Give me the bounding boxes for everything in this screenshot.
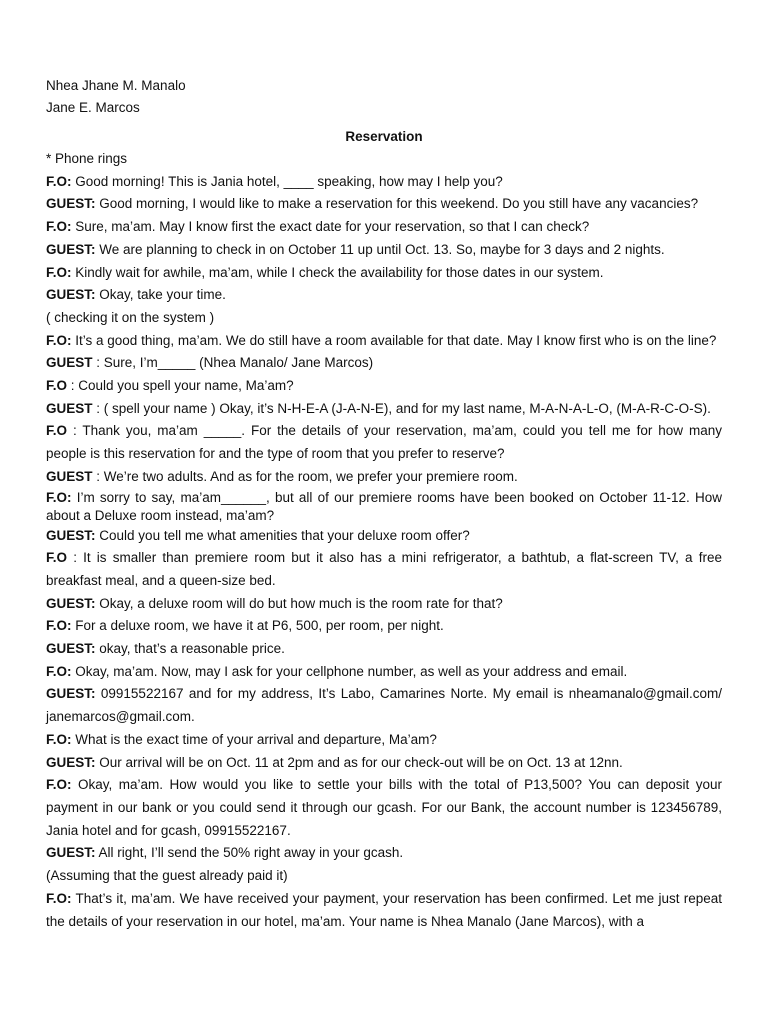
speaker-label: GUEST bbox=[46, 400, 93, 416]
line-text: We are planning to check in on October 11 up until Oct. 13. So, maybe for 3 days and 2 nights. bbox=[99, 241, 665, 257]
author-name: Jane E. Marcos bbox=[46, 100, 140, 115]
speaker-label: GUEST: bbox=[46, 595, 96, 611]
line-text: : We’re two adults. And as for the room, we prefer your premiere room. bbox=[96, 468, 518, 484]
speaker-label: F.O: bbox=[46, 663, 72, 679]
dialogue-line bbox=[46, 752, 722, 775]
dialogue-line bbox=[46, 661, 722, 684]
line-text: Kindly wait for awhile, ma’am, while I check the availability for those dates in our system. bbox=[75, 264, 604, 280]
dialogue-line bbox=[46, 466, 722, 489]
dialogue-line bbox=[46, 865, 722, 888]
dialogue-line bbox=[46, 615, 722, 638]
speaker-label: GUEST: bbox=[46, 754, 96, 770]
line-text: That’s it, ma’am. We have received your payment, your reservation has been confirmed. Let me just repeat the details of your reservation in our hotel, ma’am. Your name is Nhea Manalo (Jane Marcos), with a bbox=[46, 890, 723, 929]
line-text: Good morning, I would like to make a reservation for this weekend. Do you still have any vacancies? bbox=[99, 196, 699, 212]
speaker-label: F.O: bbox=[46, 489, 72, 505]
dialogue-line bbox=[46, 729, 722, 752]
line-text: What is the exact time of your arrival and departure, Ma’am? bbox=[75, 731, 437, 747]
speaker-label: F.O: bbox=[46, 731, 72, 747]
speaker-label: GUEST: bbox=[46, 196, 96, 212]
speaker-label: F.O: bbox=[46, 332, 72, 348]
line-text: : It is smaller than premiere room but it also has a mini refrigerator, a bathtub, a flat-screen TV, a free breakfast meal, and a queen-size bed. bbox=[46, 550, 722, 588]
speaker-label: F.O: bbox=[46, 264, 72, 280]
speaker-label: F.O bbox=[46, 378, 68, 394]
dialogue-line bbox=[46, 398, 722, 421]
dialogue-line bbox=[46, 593, 722, 616]
line-text: Okay, take your time. bbox=[99, 287, 226, 303]
line-text: (Assuming that the guest already paid it) bbox=[46, 868, 288, 884]
line-text: It’s a good thing, ma’am. We do still have a room available for that date. May I know first who is on the line? bbox=[75, 332, 717, 348]
dialogue-line bbox=[46, 888, 722, 933]
line-text: * Phone rings bbox=[46, 151, 128, 166]
document-title: Reservation bbox=[345, 129, 423, 144]
line-text: : ( spell your name ) Okay, it’s N-H-E-A (J-A-N-E), and for my last name, M-A-N-A-L-O, (M-A-R-C-O-S). bbox=[96, 400, 711, 416]
speaker-label: GUEST: bbox=[46, 287, 96, 303]
line-text: ( checking it on the system ) bbox=[46, 309, 215, 325]
dialogue-line bbox=[46, 148, 722, 171]
dialogue-body bbox=[46, 148, 722, 933]
dialogue-line bbox=[46, 193, 722, 216]
author-block bbox=[46, 75, 722, 119]
speaker-label: GUEST bbox=[46, 355, 93, 371]
dialogue-line bbox=[46, 352, 722, 375]
line-text: : Thank you, ma’am _____. For the details of your reservation, ma’am, could you tell me for how many people is this reservation for and the type of room that you prefer to reserve? bbox=[46, 423, 722, 462]
speaker-label: F.O: bbox=[46, 219, 72, 235]
speaker-label: GUEST: bbox=[46, 845, 96, 861]
line-text: Okay, ma’am. How would you like to settle your bills with the total of P13,500? You can deposit your payment in our bank or you could send it through our gcash. For our Bank, the account number is 123456789, Jania hotel and for gcash, 09915522167. bbox=[46, 777, 722, 838]
speaker-label: F.O bbox=[46, 550, 68, 566]
dialogue-line bbox=[46, 262, 722, 285]
speaker-label: F.O: bbox=[46, 777, 72, 793]
author-name: Nhea Jhane M. Manalo bbox=[46, 78, 186, 93]
speaker-label: GUEST bbox=[46, 468, 93, 484]
dialogue-line bbox=[46, 216, 722, 239]
line-text: For a deluxe room, we have it at P6, 500, per room, per night. bbox=[75, 618, 444, 634]
line-text: All right, I’ll send the 50% right away in your gcash. bbox=[98, 845, 404, 861]
dialogue-line bbox=[46, 547, 722, 592]
line-text: okay, that’s a reasonable price. bbox=[99, 641, 285, 657]
dialogue-line bbox=[46, 330, 722, 353]
dialogue-line bbox=[46, 171, 722, 194]
line-text: 09915522167 and for my address, It’s Labo, Camarines Norte. My email is nheamanalo@gmail.com/ janemarcos@gmail.com. bbox=[46, 686, 722, 725]
line-text: Okay, ma’am. Now, may I ask for your cellphone number, as well as your address and email. bbox=[75, 663, 628, 679]
dialogue-line bbox=[46, 239, 722, 262]
speaker-label: GUEST: bbox=[46, 641, 96, 657]
dialogue-line bbox=[46, 375, 722, 398]
dialogue-line bbox=[46, 842, 722, 865]
speaker-label: GUEST: bbox=[46, 527, 96, 543]
speaker-label: F.O: bbox=[46, 173, 72, 189]
line-text: Okay, a deluxe room will do but how much is the room rate for that? bbox=[99, 595, 503, 611]
dialogue-line bbox=[46, 683, 722, 728]
line-text: Good morning! This is Jania hotel, ____ speaking, how may I help you? bbox=[75, 173, 503, 189]
dialogue-line bbox=[46, 489, 722, 525]
speaker-label: F.O bbox=[46, 423, 68, 439]
dialogue-line bbox=[46, 774, 722, 842]
speaker-label: F.O: bbox=[46, 890, 72, 906]
dialogue-line bbox=[46, 284, 722, 307]
line-text: : Sure, I’m_____ (Nhea Manalo/ Jane Marcos) bbox=[96, 355, 374, 371]
line-text: : Could you spell your name, Ma’am? bbox=[70, 378, 294, 394]
line-text: I’m sorry to say, ma’am______, but all of our premiere rooms have been booked on October 11-12. How about a Deluxe room instead, ma’am? bbox=[46, 489, 722, 523]
line-text: Sure, ma’am. May I know first the exact date for your reservation, so that I can check? bbox=[75, 219, 590, 235]
dialogue-line bbox=[46, 525, 722, 548]
line-text: Could you tell me what amenities that your deluxe room offer? bbox=[99, 527, 470, 543]
speaker-label: GUEST: bbox=[46, 686, 96, 702]
dialogue-line bbox=[46, 638, 722, 661]
speaker-label: GUEST: bbox=[46, 241, 96, 257]
dialogue-line bbox=[46, 307, 722, 330]
speaker-label: F.O: bbox=[46, 618, 72, 634]
dialogue-line bbox=[46, 420, 722, 465]
line-text: Our arrival will be on Oct. 11 at 2pm and as for our check-out will be on Oct. 13 at 12nn. bbox=[99, 754, 623, 770]
